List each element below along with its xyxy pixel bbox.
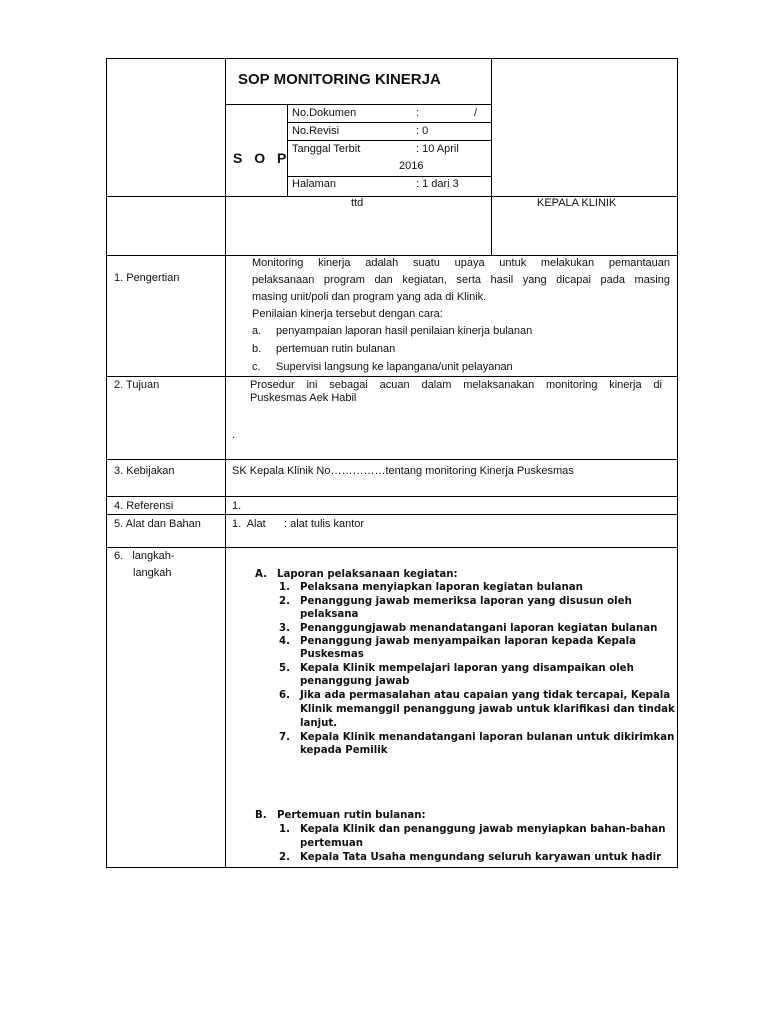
header-right-divider xyxy=(491,58,492,256)
meta-value-dokumen: : xyxy=(416,107,420,119)
tujuan-label: 2. Tujuan xyxy=(114,379,160,391)
row-line-referensi xyxy=(106,514,678,515)
label-column-divider xyxy=(225,58,226,868)
tujuan-dot: . xyxy=(232,429,236,441)
step-a6-line-1: Jika ada permasalahan atau capaian yang tidak tercapai, Kepala xyxy=(300,690,671,701)
table-top-border xyxy=(106,58,678,59)
table-bottom-border xyxy=(106,867,678,868)
meta-value-tanggal: : 10 April xyxy=(416,143,459,155)
group-a-marker: A. xyxy=(255,569,267,580)
step-a2-line-2: pelaksana xyxy=(300,609,359,620)
pengertian-item-marker-c: c. xyxy=(252,361,261,373)
meta-row-line-1 xyxy=(287,122,491,123)
step-a7-line-1: Kepala Klinik menandatangani laporan bulanan untuk dikirimkan xyxy=(300,732,675,743)
table-right-border xyxy=(677,58,678,868)
signer-title: KEPALA KLINIK xyxy=(537,197,617,209)
langkah-label-1: 6. langkah- xyxy=(114,550,175,562)
meta-label-revisi: No.Revisi xyxy=(292,125,340,137)
step-a1-num: 1. xyxy=(279,582,290,593)
row-line-kebijakan xyxy=(106,496,678,497)
step-a4-num: 4. xyxy=(279,636,290,647)
step-b2-num: 2. xyxy=(279,852,290,863)
group-a-title: Laporan pelaksanaan kegiatan: xyxy=(277,569,458,580)
step-a5-num: 5. xyxy=(279,663,290,674)
step-a7-line-2: kepada Pemilik xyxy=(300,745,388,756)
pengertian-item-a: penyampaian laporan hasil penilaian kinerja bulanan xyxy=(276,325,533,337)
step-a2-num: 2. xyxy=(279,596,290,607)
step-b1-line-2: pertemuan xyxy=(300,838,364,849)
step-b1-num: 1. xyxy=(279,824,290,835)
title-bottom-line xyxy=(225,104,491,105)
step-a6-num: 6. xyxy=(279,690,290,701)
meta-value-halaman: : 1 dari 3 xyxy=(416,178,459,190)
row-line-tujuan xyxy=(106,459,678,460)
kebijakan-text: SK Kepala Klinik No……………tentang monitoring Kinerja Puskesmas xyxy=(232,465,574,477)
pengertian-item-b: pertemuan rutin bulanan xyxy=(276,343,396,355)
meta-value-tanggal-year: 2016 xyxy=(399,160,424,172)
step-b1-line-1: Kepala Klinik dan penanggung jawab menyiapkan bahan-bahan xyxy=(300,824,666,835)
meta-extra-dokumen: / xyxy=(474,107,478,119)
step-a1-line-1: Pelaksana menyiapkan laporan kegiatan bulanan xyxy=(300,582,583,593)
tujuan-line-2: Puskesmas Aek Habil xyxy=(250,392,357,404)
referensi-label: 4. Referensi xyxy=(114,500,174,512)
meta-row-line-2 xyxy=(287,140,491,141)
step-b2-line-1: Kepala Tata Usaha mengundang seluruh karyawan untuk hadir xyxy=(300,852,662,863)
step-a3-num: 3. xyxy=(279,623,290,634)
step-a2-line-1: Penanggung jawab memeriksa laporan yang disusun oleh xyxy=(300,596,632,607)
pengertian-label: 1. Pengertian xyxy=(114,272,180,284)
langkah-label-2: langkah xyxy=(133,567,172,579)
pengertian-line-1: Monitoring kinerja adalah suatu upaya untuk melakukan pemantauan xyxy=(252,257,670,269)
pengertian-line-3: masing unit/poli dan program yang ada di Klinik. xyxy=(252,291,487,303)
row-line-pengertian xyxy=(106,376,678,377)
referensi-text: 1. xyxy=(232,500,242,512)
pengertian-item-c: Supervisi langsung ke lapangana/unit pelayanan xyxy=(276,361,513,373)
pengertian-intro: Penilaian kinerja tersebut dengan cara: xyxy=(252,308,443,320)
pengertian-item-marker-a: a. xyxy=(252,325,262,337)
alat-text: 1. Alat : alat tulis kantor xyxy=(232,518,365,530)
document-title: SOP MONITORING KINERJA xyxy=(238,71,441,88)
step-a4-line-1: Penanggung jawab menyampaikan laporan kepada Kepala xyxy=(300,636,636,647)
meta-value-revisi: : 0 xyxy=(416,125,429,137)
table-left-border xyxy=(106,58,107,868)
pengertian-line-2: pelaksanaan program dan kegiatan, serta hasil yang dicapai pada masing xyxy=(252,274,670,286)
tujuan-line-1: Prosedur ini sebagai acuan dalam melaksanakan monitoring kinerja di xyxy=(250,379,662,391)
kebijakan-label: 3. Kebijakan xyxy=(114,465,175,477)
step-a3-line-1: Penanggungjawab menandatangani laporan kegiatan bulanan xyxy=(300,623,658,634)
sop-label: S O P xyxy=(233,150,291,166)
group-b-marker: B. xyxy=(255,810,267,821)
group-b-title: Pertemuan rutin bulanan: xyxy=(277,810,426,821)
alat-label: 5. Alat dan Bahan xyxy=(114,518,201,530)
step-a7-num: 7. xyxy=(279,732,290,743)
step-a5-line-2: penanggung jawab xyxy=(300,676,410,687)
step-a6-line-2: Klinik memanggil penanggung jawab untuk klarifikasi dan tindak xyxy=(300,704,675,715)
pengertian-item-marker-b: b. xyxy=(252,343,262,355)
step-a6-line-3: lanjut. xyxy=(300,718,338,729)
meta-label-tanggal: Tanggal Terbit xyxy=(292,143,361,155)
step-a5-line-1: Kepala Klinik mempelajari laporan yang disampaikan oleh xyxy=(300,663,634,674)
meta-label-dokumen: No.Dokumen xyxy=(292,107,357,119)
row-line-alat xyxy=(106,547,678,548)
step-a4-line-2: Puskesmas xyxy=(300,649,364,660)
meta-label-halaman: Halaman xyxy=(292,178,337,190)
signature-ttd: ttd xyxy=(351,197,364,209)
